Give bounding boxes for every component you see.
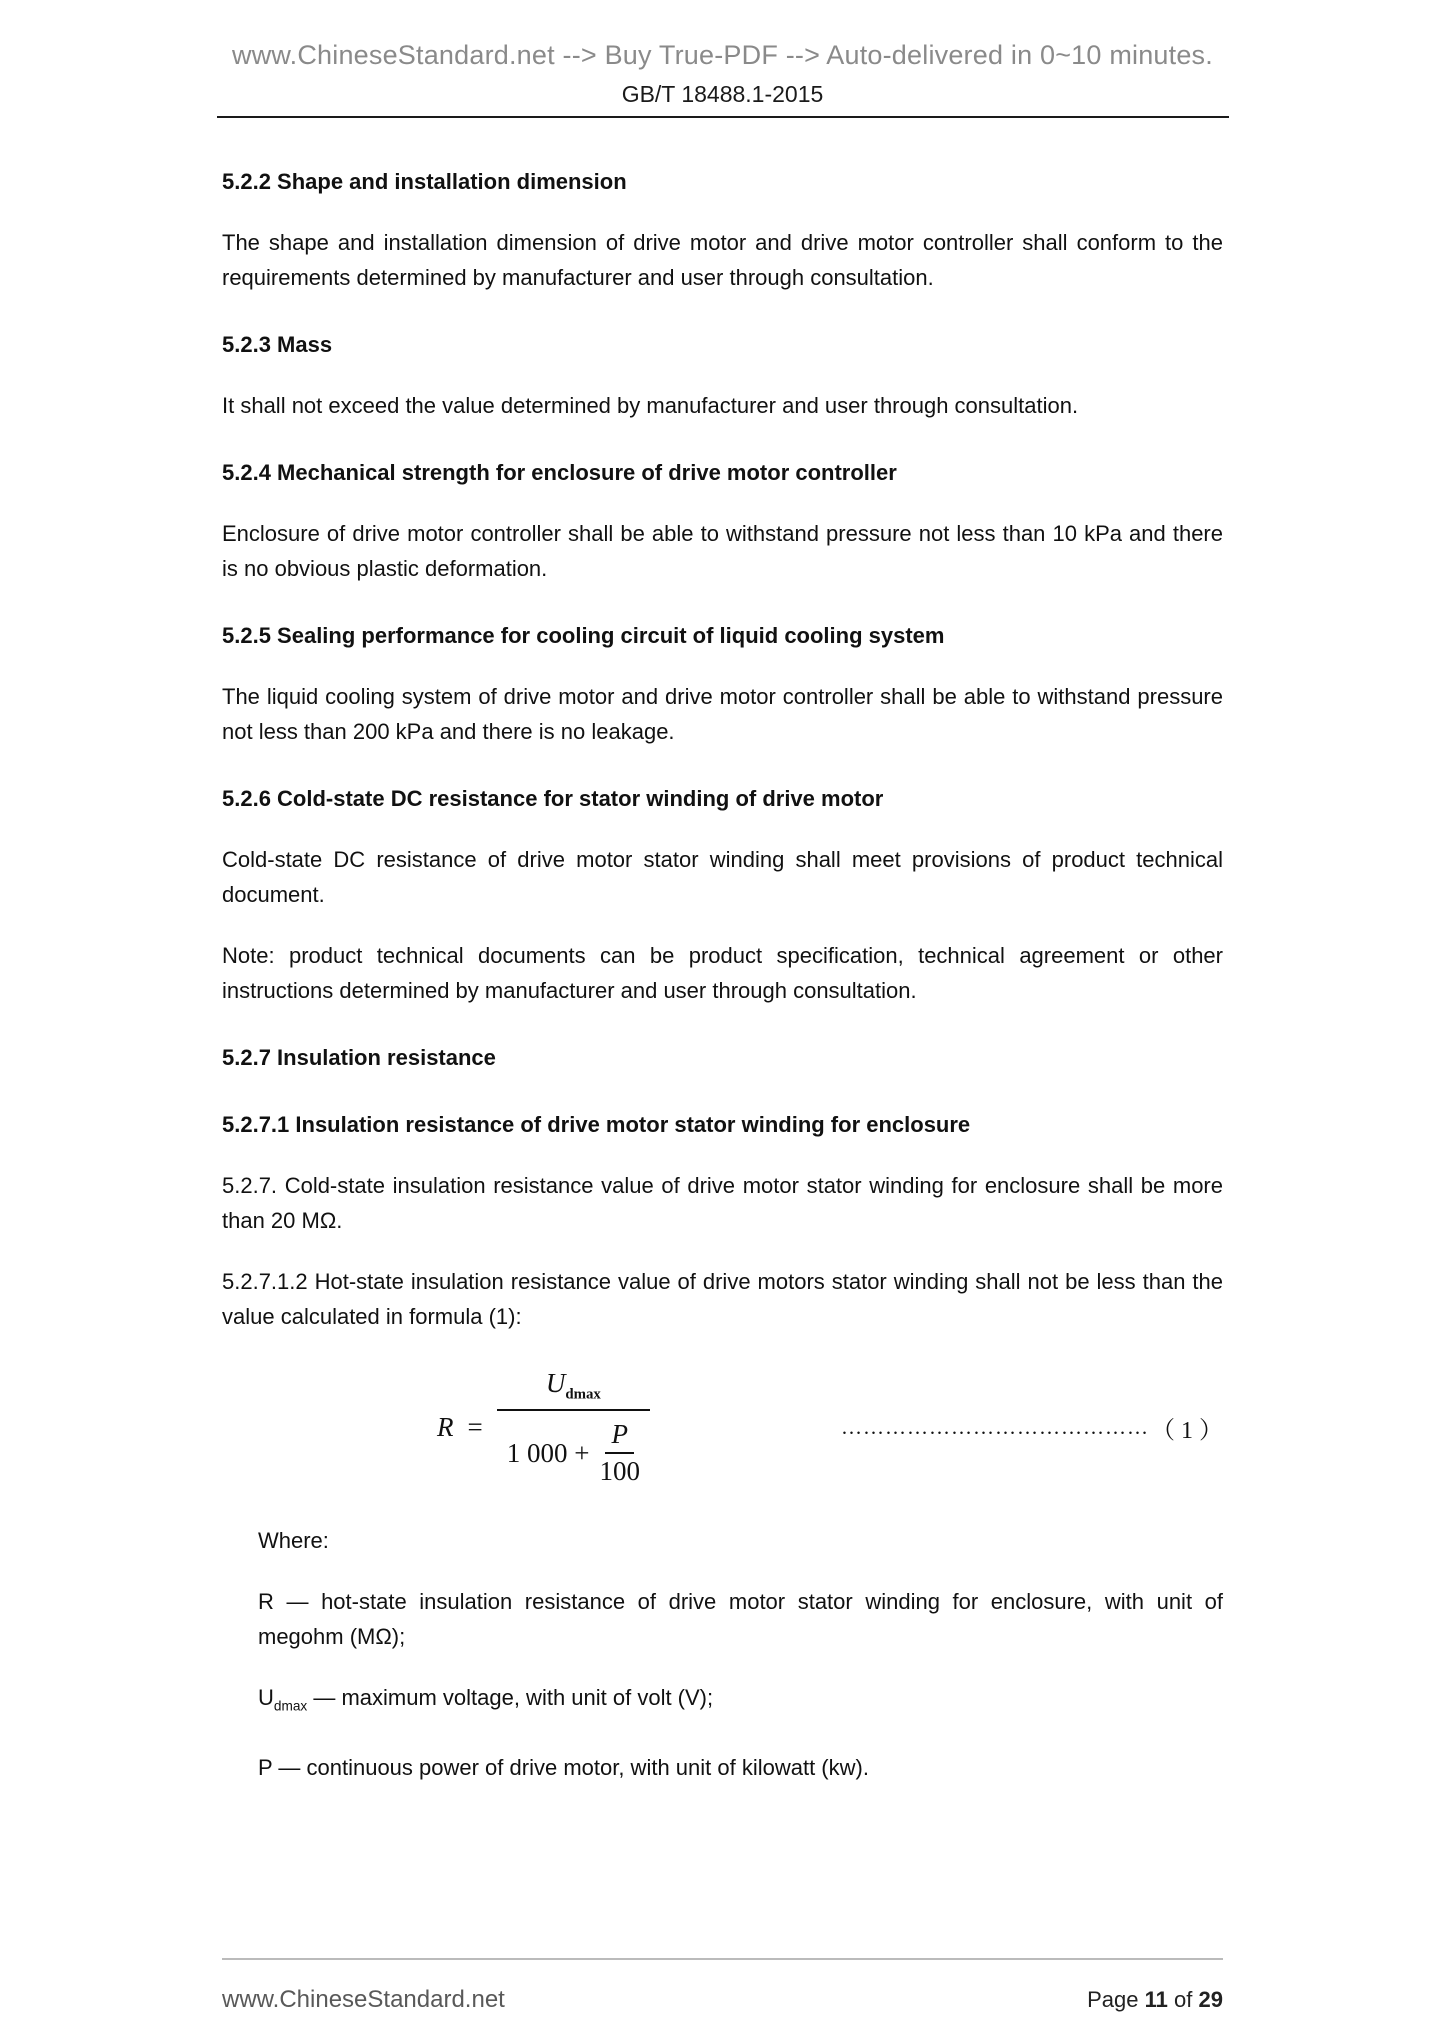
inner-fraction-denominator: 100 [599,1456,640,1487]
denominator-term: 1 000 + [506,1437,590,1468]
heading-5-2-2: 5.2.2 Shape and installation dimension [222,169,627,194]
u-symbol: U [545,1368,566,1398]
heading-5-2-3: 5.2.3 Mass [222,332,333,357]
heading-5-2-4: 5.2.4 Mechanical strength for enclosure of drive motor controller [222,460,897,485]
footer-row [222,1986,1223,2014]
formula-lhs-symbol: R [437,1412,454,1443]
page-footer [222,1958,1223,2014]
leader-dots: …………………………………… [841,1415,1149,1440]
definition-r: R — hot-state insulation resistance of drive motor stator winding for enclosure, with unit of megohm (MΩ); [258,1589,1223,1650]
formula-1 [222,1368,1223,1487]
u-subscript: dmax [565,1386,601,1403]
u-def-subscript: dmax [273,1698,308,1714]
paragraph-hot-state-insulation: 5.2.7.1.2 Hot-state insulation resistance value of drive motors stator winding shall not be less than the value calculated in formula (1): [222,1269,1223,1329]
equals-sign: = [467,1412,483,1443]
page-current: 11 [1144,1987,1168,2012]
document-content [0,164,1445,1785]
heading-5-2-5: 5.2.5 Sealing performance for cooling circuit of liquid cooling system [222,623,945,648]
paragraph-dc-resistance: Cold-state DC resistance of drive motor stator winding shall meet provisions of product technical document. [222,847,1223,907]
page-number [1087,1987,1223,2013]
equation-leader [841,1410,1223,1445]
definition-p: P — continuous power of drive motor, with unit of kilowatt (kw). [258,1754,869,1780]
paragraph-note: Note: product technical documents can be product specification, technical agreement or other instructions determined by manufacturer and user through consultation. [222,943,1223,1003]
doc-number: GB/T 18488.1-2015 [621,81,824,107]
p-symbol: P [605,1419,634,1454]
u-def-text: — maximum voltage, with unit of volt (V); [307,1685,714,1711]
inner-fraction [599,1419,640,1487]
heading-5-2-6: 5.2.6 Cold-state DC resistance for stator winding of drive motor [222,786,884,811]
page-header [0,0,1445,118]
paragraph-mechanical-strength: Enclosure of drive motor controller shall be able to withstand pressure not less than 10 kPa and there is no obvious plastic deformation. [222,521,1223,581]
footer-rule [222,1958,1223,1960]
definition-u [258,1680,1223,1723]
u-def-symbol: U [258,1685,274,1711]
fraction-denominator [497,1409,650,1487]
formula-expression [437,1368,650,1487]
fraction [497,1368,650,1487]
paragraph-cold-state-insulation: 5.2.7. Cold-state insulation resistance value of drive motor stator winding for enclosure shall be more than 20 MΩ. [222,1173,1223,1233]
heading-5-2-7: 5.2.7 Insulation resistance [222,1045,496,1070]
heading-5-2-7-1: 5.2.7.1 Insulation resistance of drive motor stator winding for enclosure [222,1112,971,1137]
page-total: 29 [1198,1987,1223,2012]
header-promo-text: www.ChineseStandard.net --> Buy True-PDF --> Auto-delivered in 0~10 minutes. [232,40,1213,70]
equation-number: （ 1 ） [1151,1418,1223,1445]
header-rule [217,116,1229,118]
paragraph-sealing-performance: The liquid cooling system of drive motor and drive motor controller shall be able to withstand pressure not less than 200 kPa and there is no leakage. [222,684,1223,744]
paragraph-mass: It shall not exceed the value determined by manufacturer and user through consultation. [222,393,1079,418]
footer-site-text: www.ChineseStandard.net [222,1986,505,2013]
paragraph-shape-dimension: The shape and installation dimension of drive motor and drive motor controller shall conform to the requirements determined by manufacturer and user through consultation. [222,230,1223,290]
where-label: Where: [258,1528,329,1554]
fraction-numerator [546,1368,601,1409]
page-label: Page [1087,1987,1139,2012]
page-of-label: of [1174,1987,1193,2012]
